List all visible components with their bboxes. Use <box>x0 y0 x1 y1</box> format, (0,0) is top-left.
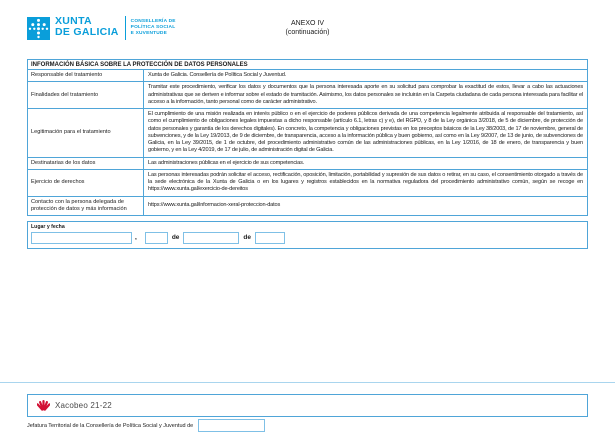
jefatura-label: Jefatura Territorial de la Consellería de Política Social y Juventud de <box>27 422 194 429</box>
annex-heading <box>27 20 588 37</box>
main-content <box>27 59 588 249</box>
row-content-destinatarias <box>144 158 587 169</box>
table-row <box>28 70 587 82</box>
comma-separator: , <box>135 234 137 242</box>
row-label-finalidades: Finalidades del tratamiento <box>28 82 144 108</box>
xacobeo-label: Xacobeo 21-22 <box>55 401 112 410</box>
row-label-ejercicio: Ejercicio de derechos <box>28 170 144 196</box>
row-content-text: Xunta de Galicia. Consellería de Política Social y Juventud. <box>148 72 287 78</box>
annex-subtitle: (continuación) <box>285 28 330 36</box>
de-separator-1: de <box>171 234 180 242</box>
jefatura-footer <box>27 419 265 432</box>
footer-divider <box>0 382 615 383</box>
annex-title: ANEXO IV <box>290 20 325 27</box>
table-row <box>28 158 587 170</box>
place-date-panel <box>27 221 588 249</box>
place-date-label: Lugar y fecha <box>31 223 65 230</box>
row-content-text: El cumplimiento de una misión realizada en interés público o en el ejercicio de poderes públicos derivada de una competencia legalmente atribuida al responsable del tratamiento, así como el cumplimiento de obligaciones legales impuestas a dicho responsable (artículo 6.1, letras c) y e), del RGPD, y 8 de la Ley orgánica 3/2018, de 5 de diciembre, de protección de datos personales y garantía de los derechos digitales). En concreto, la competencia y obligaciones previstas en los preceptos básicos de la Ley 38/2003, de 17 de noviembre, general de subvenciones, y de la Ley 19/2013, de 9 de diciembre, de transparencia, acceso a la información pública y buen gobierno, así como en la Ley 9/2007, de 13 de junio, de subvenciones de Galicia, en la Ley 39/2015, de 1 de octubre, del procedimiento administrativo común de las administraciones públicas, en la Ley 1/2016, de 18 de enero, de transparencia y buen gobierno, y en la Ley 4/2019, de 17 de julio, de administración digital de Galicia. <box>148 111 583 154</box>
row-label-destinatarias: Destinatarias de los datos <box>28 158 144 169</box>
place-date-fields <box>31 232 584 244</box>
year-input[interactable] <box>255 232 285 244</box>
row-content-legitimacion <box>144 109 587 157</box>
brand-name-line2: DE GALICIA <box>55 26 119 38</box>
jefatura-input[interactable] <box>198 419 265 432</box>
xacobeo-banner <box>27 394 588 417</box>
row-content-text: Las personas interesadas podrán solicitar el acceso, rectificación, oposición, limitación, portabilidad y supresión de sus datos o retirar, en su caso, el consentimiento otorgado a través de la sede electrónica de la Xunta de Galicia o en los lugares y registros establecidos en la normativa reguladora del procedimiento administrativo común, según se recoge en https://www.xunta.gal/exercicio-de-dereitos <box>148 171 583 193</box>
row-content-text: Las administraciones públicas en el ejercicio de sus competencias. <box>148 159 305 166</box>
row-label-legitimacion: Legitimación para el tratamiento <box>28 109 144 157</box>
row-content-finalidades <box>144 82 587 108</box>
privacy-table <box>27 59 588 216</box>
privacy-table-title: INFORMACIÓN BÁSICA SOBRE LA PROTECCIÓN DE DATOS PERSONALES <box>28 60 587 70</box>
row-label-responsable: Responsable del tratamiento <box>28 70 144 81</box>
brand-name-line1: XUNTA <box>55 15 92 27</box>
xacobeo-shell-icon <box>37 400 50 412</box>
row-content-responsable <box>144 70 587 81</box>
table-row <box>28 170 587 197</box>
month-input[interactable] <box>183 232 239 244</box>
table-row <box>28 197 587 216</box>
row-content-text: Tramitar este procedimiento, verificar los datos y documentos que la persona interesada aporte en su solicitud para comprobar la exactitud de estos, llevar a cabo las actuaciones administrativas que se deriven e informar sobre el estado de tramitación. Asimismo, los datos personales se incluirán en la Carpeta ciudadana de cada persona interesada para facilitar el acceso a la información, tanto personal como de carácter administrativo. <box>148 84 583 105</box>
row-content-contacto <box>144 197 587 216</box>
row-label-contacto: Contacto con la persona delegada de protección de datos y más información <box>28 197 144 216</box>
day-input[interactable] <box>145 232 168 244</box>
table-row <box>28 82 587 109</box>
table-row <box>28 109 587 158</box>
brand-dept-line2: POLÍTICA SOCIAL <box>130 25 176 30</box>
row-content-ejercicio <box>144 170 587 196</box>
place-input[interactable] <box>31 232 132 244</box>
brand-dept-line3: E XUVENTUDE <box>130 31 167 36</box>
brand-dept-line1: CONSELLERÍA DE <box>130 19 176 24</box>
row-content-text: https://www.xunta.gal/informacion-xeral-proteccion-datos <box>148 202 281 209</box>
page-header <box>27 16 588 50</box>
de-separator-2: de <box>243 234 251 242</box>
